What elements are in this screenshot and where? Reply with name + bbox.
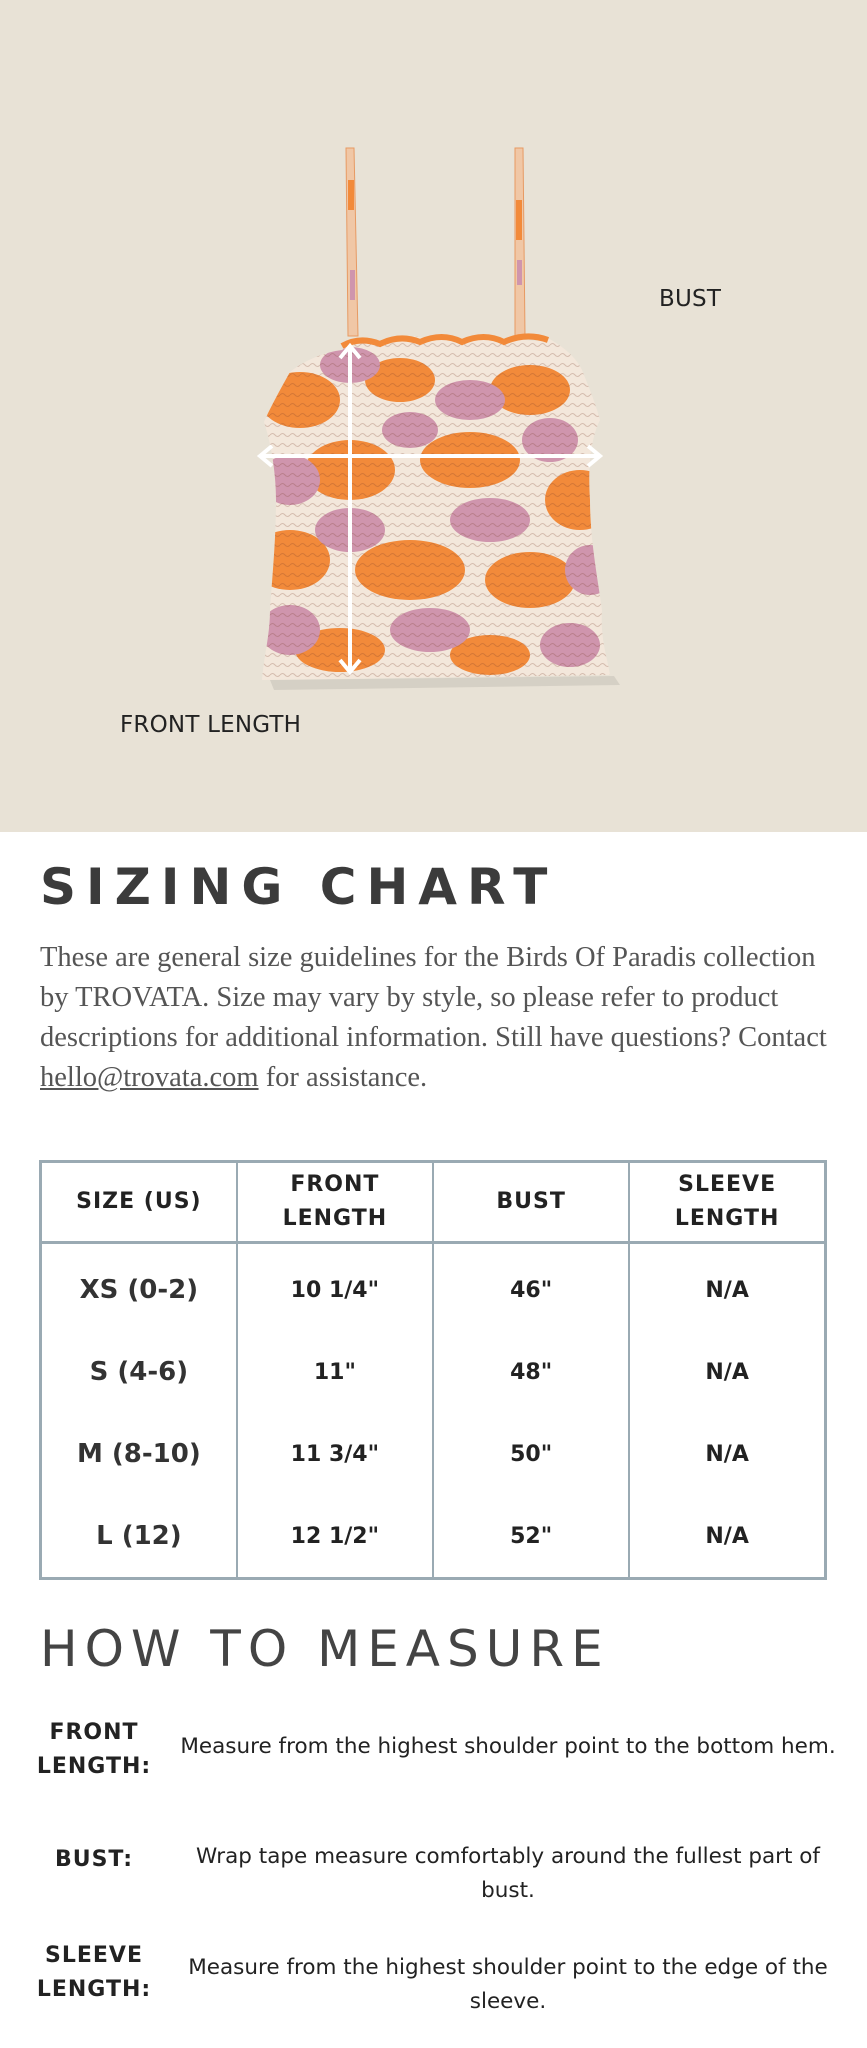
header-bust: BUST xyxy=(433,1162,629,1243)
cell-size: L (12) xyxy=(41,1495,237,1579)
sizing-table xyxy=(39,1160,827,1580)
measure-term: FRONT LENGTH: xyxy=(36,1720,152,1779)
header-sleeve-length: SLEEVE LENGTH xyxy=(629,1162,825,1243)
measure-term: BUST: xyxy=(54,1847,134,1872)
contact-email-link[interactable]: hello@trovata.com xyxy=(40,1062,259,1093)
left-strap xyxy=(346,148,358,336)
cell-front-length: 11 3/4" xyxy=(237,1413,433,1495)
right-strap xyxy=(515,148,525,336)
measure-description: Wrap tape measure comfortably around the fullest part of bust. xyxy=(195,1844,820,1903)
cell-size: XS (0-2) xyxy=(41,1243,237,1332)
header-size: SIZE (US) xyxy=(41,1162,237,1243)
cell-sleeve-length: N/A xyxy=(629,1495,825,1579)
garment-image-area xyxy=(0,0,867,832)
cell-front-length: 10 1/4" xyxy=(237,1243,433,1332)
intro-paragraph xyxy=(40,938,840,1098)
garment-illustration xyxy=(230,140,640,700)
cell-bust: 48" xyxy=(433,1331,629,1413)
table-row xyxy=(41,1331,826,1413)
header-front-length: FRONT LENGTH xyxy=(237,1162,433,1243)
table-header-row xyxy=(41,1162,826,1243)
bust-label: BUST xyxy=(659,286,722,312)
front-length-label: FRONT LENGTH xyxy=(120,712,302,738)
cell-front-length: 12 1/2" xyxy=(237,1495,433,1579)
measure-term: SLEEVE LENGTH: xyxy=(36,1943,152,2002)
cell-size: M (8-10) xyxy=(41,1413,237,1495)
cell-bust: 52" xyxy=(433,1495,629,1579)
table-row xyxy=(41,1243,826,1332)
cell-bust: 50" xyxy=(433,1413,629,1495)
cell-bust: 46" xyxy=(433,1243,629,1332)
how-to-measure-title: HOW TO MEASURE xyxy=(40,1620,610,1678)
table-row xyxy=(41,1495,826,1579)
cell-size: S (4-6) xyxy=(41,1331,237,1413)
cell-front-length: 11" xyxy=(237,1331,433,1413)
garment-body xyxy=(230,320,640,700)
table-row xyxy=(41,1413,826,1495)
measure-description: Measure from the highest shoulder point to the edge of the sleeve. xyxy=(188,1955,828,2014)
intro-text: These are general size guidelines for the Birds Of Paradis collection by TROVATA. Size may vary by style, so please refer to product descriptions for additional information. Still have questions? Contact xyxy=(40,942,827,1053)
page-title: SIZING CHART xyxy=(40,858,558,916)
intro-suffix: for assistance. xyxy=(258,1062,428,1093)
cell-sleeve-length: N/A xyxy=(629,1413,825,1495)
cell-sleeve-length: N/A xyxy=(629,1243,825,1332)
measure-description: Measure from the highest shoulder point to the bottom hem. xyxy=(180,1734,836,1759)
cell-sleeve-length: N/A xyxy=(629,1331,825,1413)
